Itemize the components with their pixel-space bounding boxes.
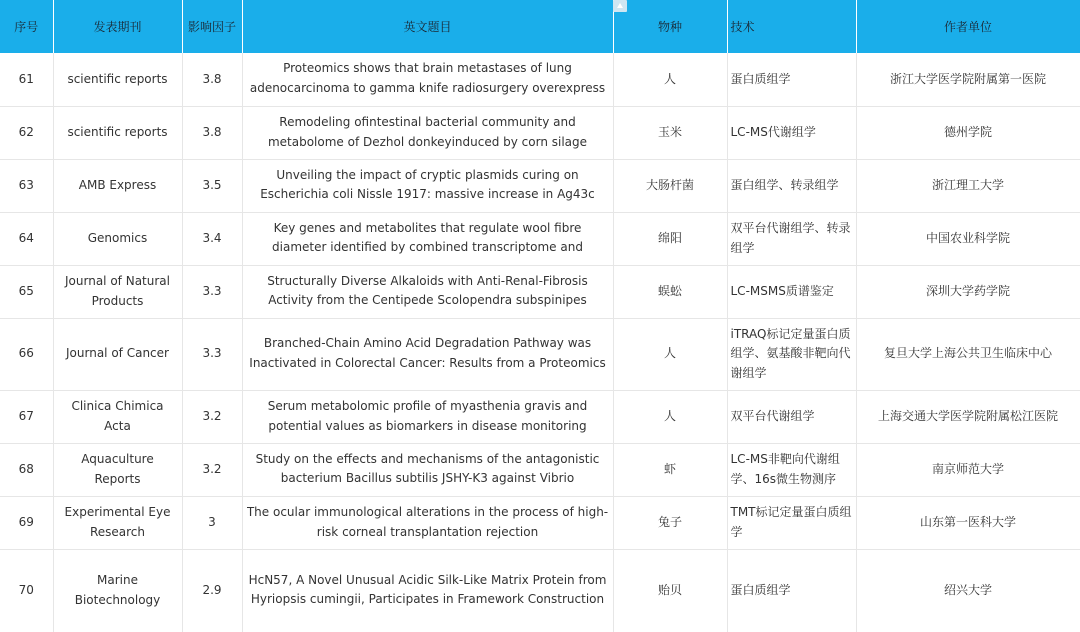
cell-affiliation xyxy=(856,265,1080,318)
cell-title-text: Remodeling ofintestinal bacterial community and metabolome of Dezhol donkeyinduced by corn silage xyxy=(267,115,588,149)
cell-species-text: 人 xyxy=(663,346,676,361)
cell-impact-factor-text: 3.8 xyxy=(202,71,222,86)
cell-index xyxy=(0,496,53,549)
cell-index xyxy=(0,106,53,159)
cell-affiliation-text: 上海交通大学医学院附属松江医院 xyxy=(877,408,1058,423)
cell-technique xyxy=(727,443,856,496)
cell-title-text: The ocular immunological alterations in the process of high-risk corneal transplantation rejection xyxy=(246,505,609,539)
cell-impact-factor xyxy=(182,443,242,496)
cell-title xyxy=(242,212,613,265)
header-title: 英文题目 xyxy=(242,0,613,53)
cell-index-text: 63 xyxy=(18,177,34,192)
cell-impact-factor xyxy=(182,549,242,632)
cell-journal xyxy=(53,549,182,632)
cell-technique-text: LC-MSMS质谱鉴定 xyxy=(730,283,834,298)
cell-title xyxy=(242,549,613,632)
cell-technique xyxy=(727,549,856,632)
cell-species xyxy=(613,212,727,265)
cell-affiliation-text: 山东第一医科大学 xyxy=(919,514,1016,529)
cell-technique xyxy=(727,496,856,549)
cell-species xyxy=(613,106,727,159)
cell-index xyxy=(0,159,53,212)
cell-technique xyxy=(727,390,856,443)
cell-impact-factor-text: 3.8 xyxy=(202,124,222,139)
cell-journal-text: Genomics xyxy=(87,230,148,245)
cell-affiliation xyxy=(856,106,1080,159)
cell-title-text: Proteomics shows that brain metastases of lung adenocarcinoma to gamma knife radiosurgery overexpress xyxy=(249,61,606,95)
cell-species-text: 虾 xyxy=(663,461,676,476)
cell-index xyxy=(0,53,53,106)
cell-technique-text: LC-MS代谢组学 xyxy=(730,124,816,139)
table-row xyxy=(0,159,1080,212)
cell-technique xyxy=(727,318,856,390)
cell-species-text: 贻贝 xyxy=(657,582,682,597)
cell-index-text: 69 xyxy=(18,514,34,529)
cell-affiliation-text: 复旦大学上海公共卫生临床中心 xyxy=(883,346,1052,361)
cell-title xyxy=(242,496,613,549)
cell-title-text: Key genes and metabolites that regulate wool fibre diameter identified by combined transcriptome and xyxy=(272,220,583,254)
cell-technique-text: iTRAQ标记定量蛋白质组学、氨基酸非靶向代谢组学 xyxy=(730,326,851,380)
cell-title xyxy=(242,106,613,159)
cell-technique-text: TMT标记定量蛋白质组学 xyxy=(730,505,852,539)
cell-journal xyxy=(53,318,182,390)
cell-title-text: Study on the effects and mechanisms of the antagonistic bacterium Bacillus subtilis JSHY-K3 against Vibrio xyxy=(255,451,600,485)
cell-impact-factor xyxy=(182,159,242,212)
cell-journal-text: scientific reports xyxy=(67,71,168,86)
cell-index xyxy=(0,265,53,318)
cell-affiliation xyxy=(856,443,1080,496)
cell-species xyxy=(613,159,727,212)
header-technique: 技术 xyxy=(727,0,856,53)
cell-title xyxy=(242,53,613,106)
cell-index-text: 70 xyxy=(18,582,34,597)
cell-species xyxy=(613,496,727,549)
cell-species xyxy=(613,53,727,106)
cell-species-text: 蜈蚣 xyxy=(657,283,682,298)
cell-species-text: 大肠杆菌 xyxy=(645,177,694,192)
scroll-up-icon[interactable] xyxy=(613,0,627,12)
cell-impact-factor-text: 3 xyxy=(208,514,216,529)
cell-technique xyxy=(727,212,856,265)
cell-index xyxy=(0,212,53,265)
cell-species xyxy=(613,390,727,443)
cell-impact-factor-text: 3.4 xyxy=(202,230,222,245)
cell-affiliation xyxy=(856,390,1080,443)
cell-index-text: 65 xyxy=(18,283,34,298)
cell-species-text: 人 xyxy=(663,408,676,423)
cell-species xyxy=(613,318,727,390)
cell-journal-text: Experimental Eye Research xyxy=(64,505,171,539)
cell-index xyxy=(0,549,53,632)
cell-title-text: Structurally Diverse Alkaloids with Anti-Renal-Fibrosis Activity from the Centipede Scolopendra subspinipes xyxy=(267,273,588,307)
cell-affiliation-text: 绍兴大学 xyxy=(943,582,992,597)
cell-title-text: HcN57, A Novel Unusual Acidic Silk-Like Matrix Protein from Hyriopsis cumingii, Participates in Framework Construction xyxy=(248,572,607,606)
table-row xyxy=(0,212,1080,265)
cell-journal-text: Aquaculture Reports xyxy=(81,452,154,486)
cell-species-text: 人 xyxy=(663,71,676,86)
cell-affiliation-text: 浙江大学医学院附属第一医院 xyxy=(889,71,1046,86)
cell-journal-text: Clinica Chimica Acta xyxy=(71,399,164,433)
cell-journal-text: Journal of Cancer xyxy=(66,346,169,361)
cell-index-text: 61 xyxy=(18,71,34,86)
table-row xyxy=(0,549,1080,632)
cell-technique-text: 双平台代谢组学、转录组学 xyxy=(730,221,851,255)
cell-affiliation xyxy=(856,159,1080,212)
header-affiliation: 作者单位 xyxy=(856,0,1080,53)
cell-index-text: 66 xyxy=(18,346,34,361)
cell-journal-text: Marine Biotechnology xyxy=(74,573,161,607)
cell-technique xyxy=(727,265,856,318)
cell-affiliation-text: 深圳大学药学院 xyxy=(925,283,1010,298)
cell-species xyxy=(613,265,727,318)
cell-index xyxy=(0,390,53,443)
cell-impact-factor-text: 3.2 xyxy=(202,461,222,476)
cell-technique-text: 蛋白组学、转录组学 xyxy=(730,177,839,192)
cell-species-text: 玉米 xyxy=(657,124,682,139)
cell-index xyxy=(0,443,53,496)
cell-title-text: Unveiling the impact of cryptic plasmids curing on Escherichia coli Nissle 1917: massive increase in Ag43c xyxy=(260,167,595,201)
cell-title xyxy=(242,159,613,212)
header-species: 物种 xyxy=(613,0,727,53)
cell-impact-factor xyxy=(182,106,242,159)
cell-journal-text: Journal of Natural Products xyxy=(65,274,170,308)
header-journal: 发表期刊 xyxy=(53,0,182,53)
cell-technique xyxy=(727,159,856,212)
cell-title-text: Branched-Chain Amino Acid Degradation Pathway was Inactivated in Colorectal Cancer: Results from a Proteomics xyxy=(249,336,606,370)
cell-technique-text: 蛋白质组学 xyxy=(730,582,791,597)
cell-impact-factor-text: 3.2 xyxy=(202,408,222,423)
cell-journal-text: scientific reports xyxy=(67,124,168,139)
table-row xyxy=(0,390,1080,443)
cell-technique-text: 蛋白质组学 xyxy=(730,71,791,86)
cell-title xyxy=(242,390,613,443)
cell-technique xyxy=(727,106,856,159)
cell-affiliation-text: 德州学院 xyxy=(943,124,992,139)
cell-journal xyxy=(53,496,182,549)
cell-affiliation-text: 浙江理工大学 xyxy=(931,177,1004,192)
table-row xyxy=(0,106,1080,159)
cell-journal xyxy=(53,390,182,443)
cell-impact-factor-text: 3.5 xyxy=(202,177,222,192)
cell-species-text: 绵阳 xyxy=(657,230,682,245)
cell-impact-factor xyxy=(182,496,242,549)
table-row xyxy=(0,443,1080,496)
header-index: 序号 xyxy=(0,0,53,53)
table-row xyxy=(0,53,1080,106)
cell-technique-text: 双平台代谢组学 xyxy=(730,408,815,423)
cell-journal xyxy=(53,443,182,496)
header-row xyxy=(0,0,1080,53)
table-row xyxy=(0,265,1080,318)
cell-journal xyxy=(53,159,182,212)
cell-technique-text: LC-MS非靶向代谢组学、16s微生物测序 xyxy=(730,452,840,486)
cell-title xyxy=(242,443,613,496)
cell-index-text: 67 xyxy=(18,408,34,423)
table-row xyxy=(0,318,1080,390)
cell-journal xyxy=(53,212,182,265)
table-row xyxy=(0,496,1080,549)
cell-impact-factor xyxy=(182,53,242,106)
cell-impact-factor-text: 2.9 xyxy=(202,582,222,597)
cell-impact-factor-text: 3.3 xyxy=(202,346,222,361)
cell-index-text: 64 xyxy=(18,230,34,245)
cell-impact-factor xyxy=(182,212,242,265)
cell-affiliation xyxy=(856,496,1080,549)
cell-index-text: 68 xyxy=(18,461,34,476)
cell-title-text: Serum metabolomic profile of myasthenia gravis and potential values as biomarkers in disease monitoring xyxy=(267,399,588,433)
cell-impact-factor xyxy=(182,390,242,443)
cell-affiliation-text: 南京师范大学 xyxy=(931,461,1004,476)
cell-species xyxy=(613,443,727,496)
cell-species xyxy=(613,549,727,632)
cell-impact-factor-text: 3.3 xyxy=(202,283,222,298)
cell-impact-factor xyxy=(182,265,242,318)
cell-title xyxy=(242,318,613,390)
cell-affiliation xyxy=(856,212,1080,265)
cell-affiliation xyxy=(856,549,1080,632)
cell-impact-factor xyxy=(182,318,242,390)
cell-affiliation xyxy=(856,318,1080,390)
cell-journal xyxy=(53,265,182,318)
cell-title xyxy=(242,265,613,318)
cell-index xyxy=(0,318,53,390)
cell-affiliation xyxy=(856,53,1080,106)
cell-technique xyxy=(727,53,856,106)
cell-species-text: 兔子 xyxy=(657,514,682,529)
cell-journal xyxy=(53,106,182,159)
cell-index-text: 62 xyxy=(18,124,34,139)
cell-journal-text: AMB Express xyxy=(78,177,157,192)
cell-affiliation-text: 中国农业科学院 xyxy=(925,230,1010,245)
cell-journal xyxy=(53,53,182,106)
header-impact-factor: 影响因子 xyxy=(182,0,242,53)
